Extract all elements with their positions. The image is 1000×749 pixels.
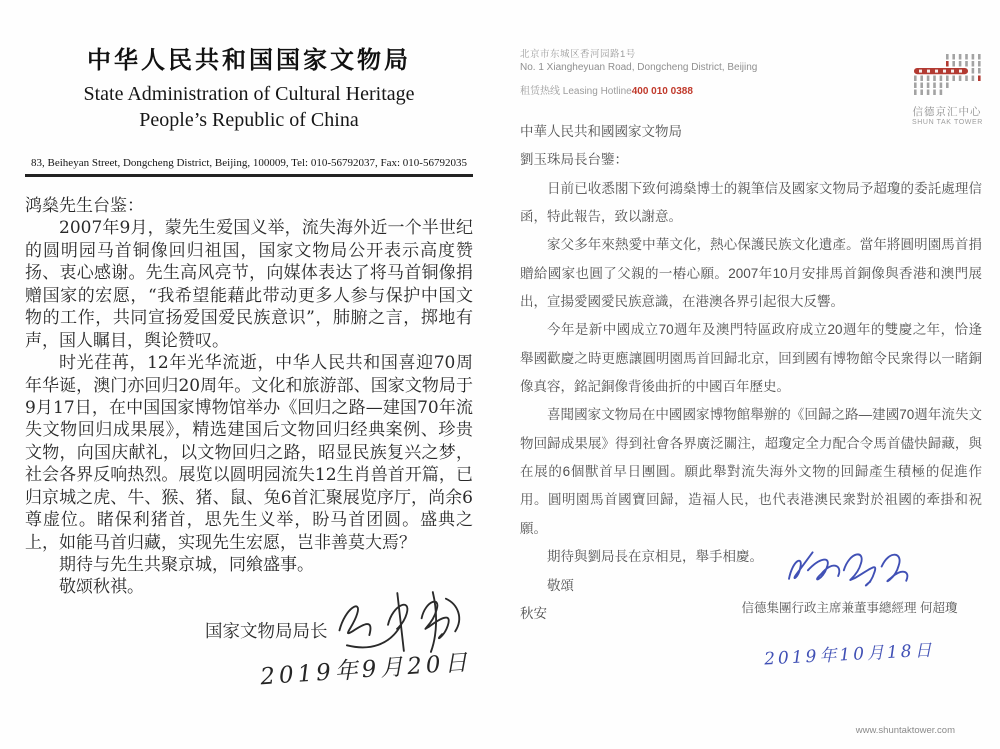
left-letterhead-title-en	[25, 81, 473, 133]
logo-title-en: SHUN TAK TOWER	[912, 119, 983, 126]
hotline-label: 租赁热线 Leasing Hotline	[520, 86, 632, 97]
footer-website-url: www.shuntaktower.com	[855, 725, 955, 736]
shun-tak-tower-logo-icon	[914, 54, 981, 96]
right-paragraph-2: 家父多年來熱愛中華文化，熱心保護民族文化遺產。當年將圓明園馬首捐贈給國家也圓了父親的一樁心願。2007年10月安排馬首銅像與香港和澳門展出，宣揚愛國愛民族意識，在港澳各界引起很大反響。	[520, 237, 982, 310]
right-paragraph-5: 期待與劉局長在京相見，舉手相慶。	[547, 549, 763, 565]
left-date-row	[25, 649, 473, 691]
right-address-en: No. 1 Xiangheyuan Road, Dongcheng District, Beijing	[520, 62, 758, 73]
left-letterhead-title-en-line2: People’s Republic of China	[139, 109, 359, 131]
shun-tak-tower-logo	[912, 54, 982, 126]
left-letterhead-title-en-line1: State Administration of Cultural Heritage	[83, 83, 415, 105]
right-closing-jingsong: 敬頌	[547, 577, 574, 593]
left-paragraph-3: 期待与先生共聚京城，同飨盛事。	[59, 555, 314, 575]
right-salutation: 劉玉珠局長台鑒：	[520, 152, 628, 168]
signature-ho-chiu-king-icon	[782, 541, 917, 593]
left-letter-body	[25, 195, 473, 599]
left-paragraph-1: 2007年9月，蒙先生爱国义举，流失海外近一个半世纪的圆明园马首铜像回归祖国，国家文物局公开表示高度赞扬、衷心感谢。先生高风亮节，向媒体表达了将马首铜像捐赠国家的宏愿，“我希望能藉此带动更多人参与保护中国文物的工作，共同宣扬爱国爱民族意识”，肺腑之言，掷地有声，国人瞩目，舆论赞叹。	[25, 218, 473, 351]
left-signer-title: 国家文物局局长	[205, 622, 328, 643]
right-letterhead	[520, 46, 983, 126]
left-letterhead-title-cn: 中华人民共和国国家文物局	[87, 45, 411, 74]
right-paragraph-4: 喜聞國家文物局在中國國家博物館舉辦的《回歸之路—建國70週年流失文物回歸成果展》得到社會各界廣泛關注，超瓊定全力配合令馬首儘快歸藏，與在展的6個獸首早日團圓。願此舉對流失海外文物的回歸產生積極的促進作用。圓明園馬首國寶回歸，造福人民，也代表港澳民衆對於祖國的牽掛和祝願。	[520, 407, 982, 536]
right-handwritten-date: 2019年10月18日	[763, 640, 936, 670]
right-date-row	[722, 640, 977, 670]
right-paragraph-3: 今年是新中國成立70週年及澳門特區政府成立20週年的雙慶之年，恰逢舉國歡慶之時更應讓圓明園馬首回歸北京，回到國有博物館令民衆得以一睹銅像真容，銘記銅像背後曲折的中國百年歷史。	[520, 322, 982, 395]
right-recipient-org: 中華人民共和國國家文物局	[520, 124, 682, 139]
left-paragraph-4: 敬颂秋祺。	[59, 577, 144, 598]
left-salutation: 鸿燊先生台鉴：	[25, 196, 144, 216]
right-signer-title: 信德集團行政主席兼董事總經理 何超瓊	[741, 601, 958, 615]
right-paragraph-1: 日前已收悉閣下致何鴻燊博士的親筆信及國家文物局予超瓊的委託處理信函，特此報告，致以謝意。	[520, 180, 982, 225]
left-letterhead-address: 83, Beiheyan Street, Dongcheng District, Beijing, 100009, Tel: 010-56792037, Fax: 010-56792035	[25, 157, 473, 177]
right-closing-qiuan: 秋安	[520, 605, 547, 621]
letter-shun-tak-reply	[520, 46, 983, 670]
right-address-cn: 北京市东城区香河园路1号	[520, 49, 636, 60]
left-handwritten-date: 2019年9月20日	[259, 649, 473, 691]
letter-cultural-heritage-admin	[25, 20, 473, 691]
hotline-number: 400 010 0388	[631, 86, 693, 97]
left-paragraph-2: 时光荏苒，12年光华流逝，中华人民共和国喜迎70周年华诞，澳门亦回归20周年。文化和旅游部、国家文物局于9月17日，在中国国家博物馆举办《回归之路—建国70年流失文物回归成果展》，精选建国后文物回归经典案例、珍贵文物，向国庆献礼，以文物回归之路，昭显民族复兴之梦，社会各界反响热烈。展览以圆明园流失12生肖兽首开篇，已归京城之虎、牛、猴、猪、鼠、兔6首汇聚展览序厅，尚余6尊虚位。睹保利猪首，思先生义举，盼马首团圆。盛典之上，如能马首归藏，实现先生宏愿，岂非善莫大焉？	[25, 353, 473, 553]
logo-title-cn: 信德京汇中心	[912, 106, 982, 118]
right-signature-block	[722, 541, 977, 670]
